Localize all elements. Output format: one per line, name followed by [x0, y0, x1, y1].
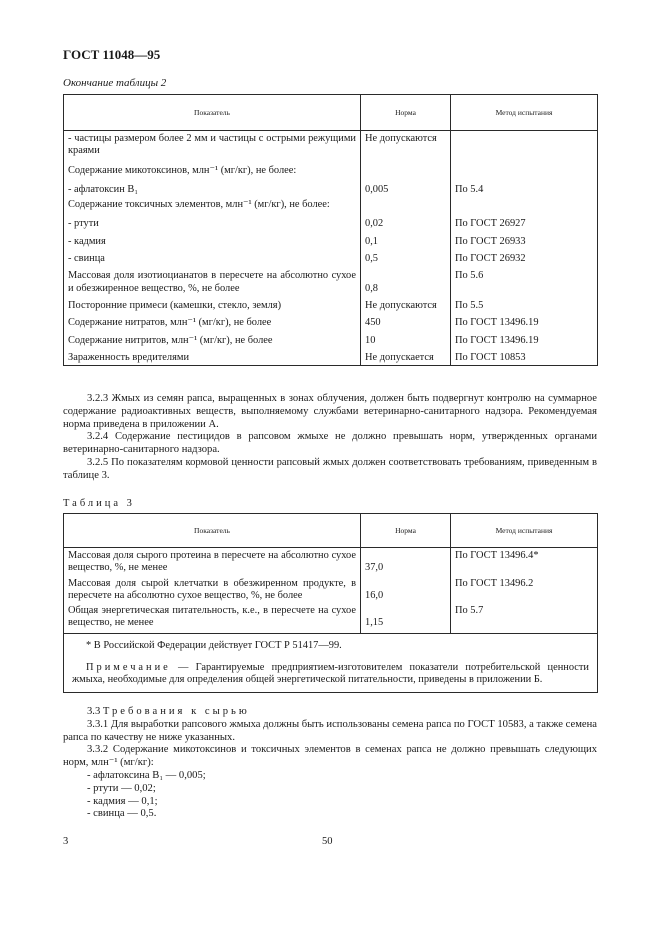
paragraph-3-3-1: 3.3.1 Для выработки рапсового жмыха должны быть использованы семена рапса по ГОСТ 10583, а также семена рапса по качеству не ниже указанных.	[63, 718, 597, 743]
paragraph-3-2-4: 3.2.4 Содержание пестицидов в рапсовом жмыхе не должно превышать норм, утвержденных органами ветеринарно-санитарного надзора.	[63, 431, 597, 456]
row-norm: 16,0	[361, 576, 451, 604]
row-indicator: Зараженность вредителями	[64, 348, 361, 366]
table-note-row	[64, 654, 598, 692]
row-method: По ГОСТ 13496.2	[451, 576, 598, 604]
row-method: По ГОСТ 26927	[451, 212, 598, 231]
col-header-indicator: Показатель	[64, 95, 361, 131]
row-norm: 0,005	[361, 178, 451, 197]
section-title: Требования к сырью	[102, 706, 250, 717]
row-norm: 37,0	[361, 548, 451, 576]
row-method: По ГОСТ 26932	[451, 249, 598, 266]
row-method: По ГОСТ 10853	[451, 348, 598, 366]
row-indicator: Общая энергетическая питательность, к.е., в пересчете на сухое вещество, не менее	[68, 605, 356, 629]
row-indicator: Массовая доля сырого протеина в пересчете на абсолютно сухое вещество, %, не менее	[68, 550, 356, 574]
row-method: По 5.6	[451, 266, 598, 296]
paragraph-3-3-2: 3.3.2 Содержание микотоксинов и токсичных элементов в семенах рапса не должно превышать следующих норм, млн⁻¹ (мг/кг):	[63, 744, 597, 769]
row-norm: 1,15	[361, 603, 451, 633]
table-row	[64, 331, 598, 348]
row-norm: 0,1	[361, 232, 451, 249]
row-method: По 5.4	[451, 178, 598, 197]
table-row	[64, 197, 598, 212]
row-indicator: Содержание нитратов, млн⁻¹ (мг/кг), не более	[64, 313, 361, 330]
row-indicator: Содержание нитритов, млн⁻¹ (мг/кг), не более	[64, 331, 361, 348]
list-item: - свинца — 0,5.	[87, 808, 157, 820]
table-footnote-row	[64, 633, 598, 654]
row-norm: Не допускаются	[361, 296, 451, 313]
row-indicator: - свинца	[64, 249, 361, 266]
row-indicator: - афлатоксин B₁	[64, 178, 361, 197]
row-norm: Не допускается	[361, 348, 451, 366]
row-method: По ГОСТ 13496.4*	[451, 548, 598, 576]
table-row	[64, 212, 598, 231]
col-header-method	[451, 95, 598, 131]
row-indicator: Содержание токсичных элементов, млн⁻¹ (мг/кг), не более:	[64, 197, 361, 212]
table-footnote: * В Российской Федерации действует ГОСТ Р 51417—99.	[86, 639, 342, 651]
row-method	[451, 131, 598, 159]
table-2	[63, 94, 598, 366]
row-norm: 10	[361, 331, 451, 348]
col-header-method	[451, 514, 598, 548]
body-text-block	[63, 393, 597, 483]
row-method: По ГОСТ 13496.19	[451, 331, 598, 348]
row-indicator: Посторонние примеси (камешки, стекло, земля)	[64, 296, 361, 313]
table-row	[64, 603, 598, 633]
paragraph-3-2-5: 3.2.5 По показателям кормовой ценности рапсовый жмых должен соответствовать требованиям, приведенным в таблице 3.	[63, 456, 597, 481]
col-header-method-text: Метод испытания	[495, 526, 553, 535]
table-row	[64, 266, 598, 296]
row-method: По ГОСТ 13496.19	[451, 313, 598, 330]
table-row	[64, 232, 598, 249]
table-row	[64, 178, 598, 197]
row-norm: 450	[361, 313, 451, 330]
table-row	[64, 249, 598, 266]
row-norm: 0,02	[361, 212, 451, 231]
list-item: - афлатоксина B₁ — 0,005;	[87, 769, 206, 781]
section-heading	[63, 706, 597, 719]
document-id: ГОСТ 11048—95	[63, 47, 161, 62]
table3-caption: Таблица 3	[63, 498, 135, 509]
row-norm: Не допускаются	[361, 131, 451, 159]
row-norm	[361, 197, 451, 212]
row-indicator: - частицы размером более 2 мм и частицы с острыми режущими краями	[68, 133, 356, 157]
row-indicator: Массовая доля изотиоцианатов в пересчете на абсолютно сухое и обезжиренное вещество, %, не более	[68, 270, 356, 294]
table-row	[64, 159, 598, 178]
table-row	[64, 131, 598, 159]
row-norm: 0,8	[361, 266, 451, 296]
table-row	[64, 296, 598, 313]
row-method	[451, 197, 598, 212]
note-text: — Гарантируемые предприятием-изготовителем показатели потребительской ценности жмыха, необходимые для определения общей энергетической питательности, приведены в приложении Б.	[72, 662, 589, 686]
row-method: По ГОСТ 26933	[451, 232, 598, 249]
table-3	[63, 513, 598, 693]
table-note	[72, 662, 589, 687]
norms-list	[63, 770, 597, 821]
row-method: По 5.5	[451, 296, 598, 313]
row-indicator: Содержание микотоксинов, млн⁻¹ (мг/кг), не более:	[64, 159, 361, 178]
section-3-3	[63, 706, 597, 821]
page-number-center: 50	[322, 836, 333, 847]
page-number-left: 3	[63, 836, 69, 847]
row-norm	[361, 159, 451, 178]
table-row	[64, 348, 598, 366]
row-indicator: Массовая доля сырой клетчатки в обезжиренном продукте, в пересчете на абсолютно сухое вещество, %, не более	[68, 577, 356, 601]
col-header-norm: Норма	[361, 95, 451, 131]
list-item: - кадмия — 0,1;	[87, 795, 158, 807]
row-norm: 0,5	[361, 249, 451, 266]
row-method	[451, 159, 598, 178]
row-method: По 5.7	[451, 603, 598, 633]
table-row	[64, 548, 598, 576]
note-label: Примечание	[86, 662, 171, 674]
col-header-method-text: Метод испытания	[495, 108, 553, 117]
table-row	[64, 313, 598, 330]
col-header-indicator: Показатель	[64, 514, 361, 548]
col-header-norm: Норма	[361, 514, 451, 548]
paragraph-3-2-3: 3.2.3 Жмых из семян рапса, выращенных в зонах облучения, должен быть подвергнут контролю на суммарное содержание радиоактивных веществ, выполняемому службами ветеринарно-санитарного надзора. Рекомендуемая норма приведена в приложении А.	[63, 393, 597, 430]
table-row	[64, 576, 598, 604]
table2-caption: Окончание таблицы 2	[63, 77, 167, 89]
list-item: - ртути — 0,02;	[87, 782, 156, 794]
row-indicator: - кадмия	[64, 232, 361, 249]
row-indicator: - ртути	[64, 212, 361, 231]
section-number: 3.3	[87, 706, 101, 717]
